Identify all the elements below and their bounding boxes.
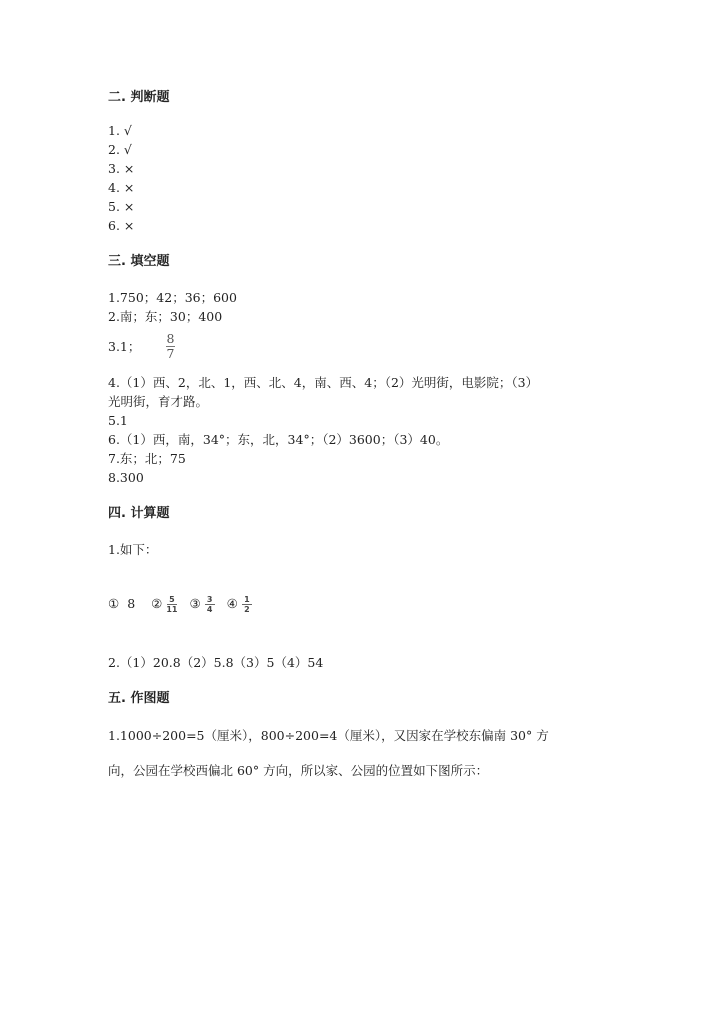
numerator: 8: [166, 331, 175, 346]
answer-item: 2.（1）20.8（2）5.8（3）5（4）54: [108, 655, 324, 670]
answer-item: 4.（1）西、2，北、1，西、北、4，南、西、4；（2）光明街，电影院；（3）: [108, 375, 539, 390]
answer-item: 5. ×: [108, 199, 135, 214]
denominator: 11: [166, 605, 178, 614]
answer-item: 6. ×: [108, 218, 135, 233]
answer-item: 7.东；北；75: [108, 451, 186, 466]
circled-number: ④: [226, 596, 238, 611]
denominator: 7: [166, 346, 175, 361]
circled-number: ③: [189, 596, 201, 611]
answer-item: 6.（1）西，南，34°；东，北，34°；（2）3600；（3）40。: [108, 432, 449, 447]
answer-line: 1.1000÷200=5（厘米），800÷200=4（厘米），又因家在学校东偏南 30° 方: [108, 728, 549, 743]
circled-number: ①: [108, 596, 120, 611]
denominator: 4: [206, 605, 213, 614]
section-heading-calculation: 四. 计算题: [108, 506, 170, 521]
fraction: [166, 332, 175, 361]
section-heading-fill-blank: 三. 填空题: [108, 254, 170, 269]
numerator: 1: [244, 595, 250, 604]
numerator: 5: [169, 595, 175, 604]
answer-item: 3. ×: [108, 161, 135, 176]
section-heading-judgement: 二. 判断题: [108, 90, 170, 105]
result-value: 8: [127, 596, 136, 611]
fraction: [242, 595, 252, 614]
fraction: [205, 595, 215, 614]
answer-item: 4. ×: [108, 180, 135, 195]
numerator: 3: [206, 595, 213, 604]
answer-item: 2. √: [108, 142, 132, 157]
denominator: 2: [244, 605, 250, 614]
answer-item: 1. √: [108, 123, 132, 138]
calculation-results: [108, 594, 252, 614]
circled-number: ②: [151, 596, 163, 611]
answer-item: 1.如下：: [108, 542, 158, 557]
answer-item: 1.750；42；36；600: [108, 290, 237, 305]
answer-item: 光明街，育才路。: [108, 394, 209, 409]
answer-item: 2.南；东；30；400: [108, 309, 223, 324]
answer-item: 5.1: [108, 413, 128, 428]
section-heading-drawing: 五. 作图题: [108, 691, 170, 706]
answer-item: 8.300: [108, 470, 144, 485]
fraction: [166, 595, 177, 614]
answer-line: 向，公园在学校西偏北 60° 方向，所以家、公园的位置如下图所示：: [108, 763, 489, 778]
answer-item: 3.1；: [108, 339, 141, 354]
